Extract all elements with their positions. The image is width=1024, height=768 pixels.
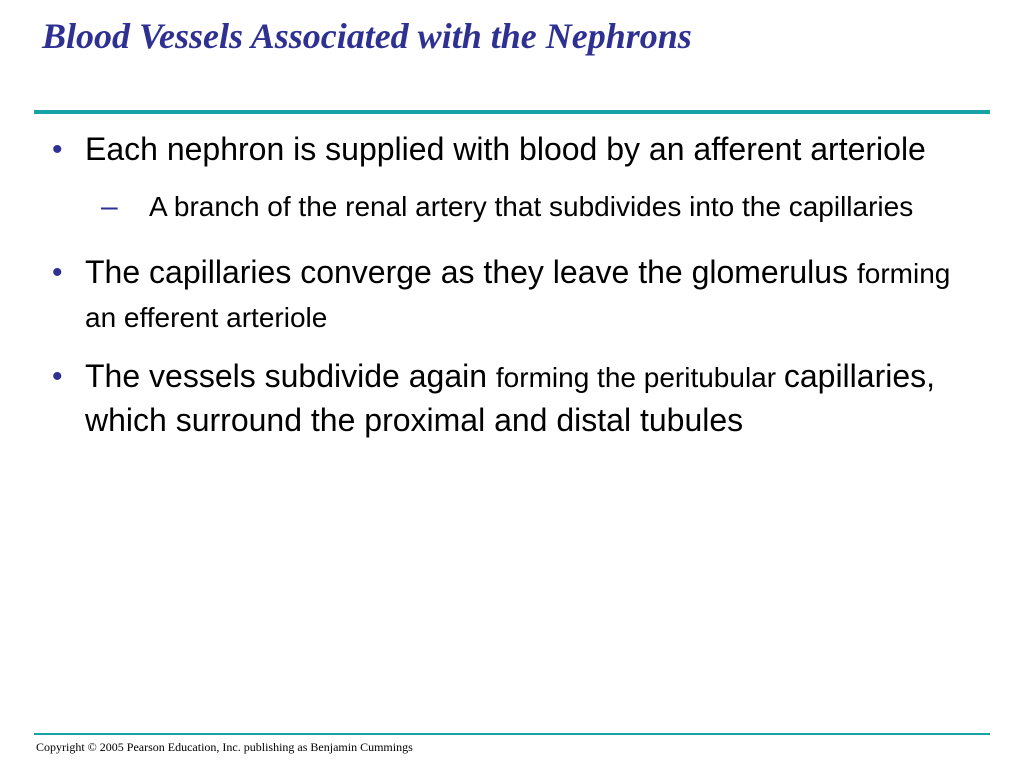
bullet-marker: • [52, 133, 63, 166]
title-divider [34, 110, 990, 114]
bullet-text-small: forming an efferent arteriole [85, 258, 951, 333]
sub-bullet-text: A branch of the renal artery that subdivides into the capillaries [149, 191, 914, 222]
bullet-text: The vessels subdivide again [85, 358, 496, 394]
bullet-item-peritubular [46, 355, 986, 442]
bullet-item-efferent [46, 251, 986, 339]
bullet-marker: • [52, 256, 63, 289]
slide-title: Blood Vessels Associated with the Nephrons [42, 16, 692, 56]
bullet-text: The capillaries converge as they leave the glomerulus [85, 254, 857, 290]
copyright-footer: Copyright © 2005 Pearson Education, Inc. publishing as Benjamin Cummings [36, 740, 413, 754]
sub-bullet-marker: – [101, 190, 118, 223]
bullet-marker: • [52, 360, 63, 393]
footer-divider [34, 733, 990, 735]
bullet-list [46, 128, 986, 458]
bullet-item-afferent [46, 128, 986, 227]
sub-bullet-item [85, 187, 986, 227]
bullet-text-small: forming the peritubular [495, 362, 784, 393]
bullet-text: Each nephron is supplied with blood by an afferent arteriole [85, 131, 926, 167]
bullet-text-tail: capillaries, which surround the proximal and distal tubules [85, 358, 936, 438]
